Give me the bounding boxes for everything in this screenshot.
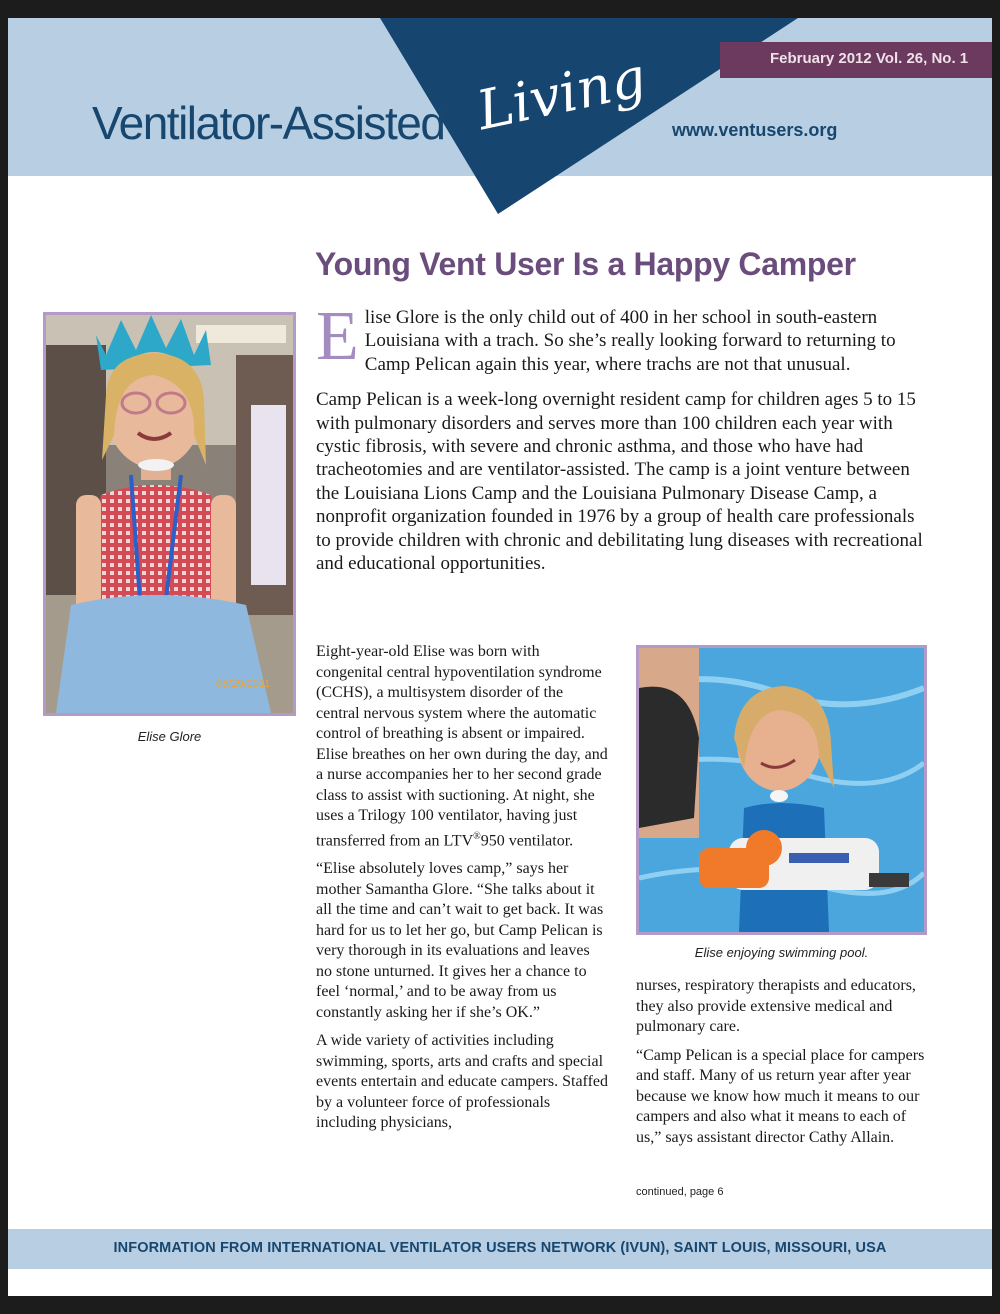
newsletter-page: [8, 18, 992, 1296]
photo-date-stamp: 05/29/2011: [216, 678, 271, 690]
paragraph-3: [316, 642, 608, 851]
paragraph-7: “Camp Pelican is a special place for campers and staff. Many of us return year after year because we know how much it means to our campers and also what it means to each of us,” says assistant director Cathy Allain.: [636, 1046, 925, 1146]
continued-note: continued, page 6: [636, 1186, 724, 1198]
drop-cap: E: [316, 298, 359, 375]
intro-paragraph-1: [316, 298, 930, 376]
article-headline: Young Vent User Is a Happy Camper: [315, 246, 856, 282]
article-column-2: [636, 976, 928, 1156]
paragraph-5: A wide variety of activities including swimming, sports, arts and crafts and special events entertain and educate campers. Staffed by a volunteer force of professionals including physicians,: [316, 1032, 609, 1132]
article-column-1: [316, 642, 608, 1142]
photo2-caption: Elise enjoying swimming pool.: [694, 945, 869, 960]
article-intro: [316, 298, 930, 587]
masthead-url[interactable]: www.ventusers.org: [672, 120, 838, 140]
paragraph-4: “Elise absolutely loves camp,” says her mother Samantha Glore. “She talks about it all the time and can’t wait to get back. It was hard for us to let her go, but Camp Pelican is very thorough in its evaluations and leaves no stone unturned. It gives her a chance to feel ‘normal,’ and to be away from us constantly asking her if she’s OK.”: [316, 860, 604, 1021]
photo1-caption: Elise Glore: [137, 729, 202, 744]
intro-paragraph-1-text: lise Glore is the only child out of 400 in her school in south-eastern Louisiana with a trach. So she’s really looking forward to returning to Camp Pelican again this year, where trachs are not that unusual.: [364, 307, 896, 375]
registered-mark: ®: [473, 830, 481, 842]
photo-elise-glore-image: [46, 315, 293, 713]
intro-paragraph-2: Camp Pelican is a week-long overnight resident camp for children ages 5 to 15 with pulmonary disorders and serves more than 100 children each year with cystic fibrosis, with severe and chronic asthma, and those who have had tracheotomies and are ventilator-assisted. The camp is a joint venture between the Louisiana Lions Camp and the Louisiana Pulmonary Disease Camp, a nonprofit organization founded in 1976 by a group of health care professionals to provide children with chronic and debilitating lung diseases with recreational and educational opportunities.: [316, 389, 923, 575]
issue-date: February 2012 Vol. 26, No. 1: [770, 50, 969, 67]
paragraph-6: nurses, respiratory therapists and educators, they also provide extensive medical and pulmonary care.: [636, 977, 916, 1035]
photo-elise-glore: [43, 312, 296, 716]
photo-swimming-pool-image: [639, 648, 924, 932]
paragraph-3-text: Eight-year-old Elise was born with congenital central hypoventilation syndrome (CCHS), a multisystem disorder of the central nervous system where the automatic control of breathing is absent or impaired. Elise breathes on her own during the day, and a nurse accompanies her to her second grade class to assist with suctioning. At night, she uses a Trilogy 100 ventilator, having just transferred from an LTV: [316, 643, 608, 849]
masthead-living-script: Living: [471, 45, 652, 143]
paragraph-3-tail: 950 ventilator.: [480, 831, 574, 849]
masthead-title: Ventilator-Assisted: [92, 97, 445, 149]
photo-swimming-pool: [636, 645, 927, 935]
footer-text: INFORMATION FROM INTERNATIONAL VENTILATOR USERS NETWORK (IVUN), SAINT LOUIS, MISSOURI, USA: [113, 1240, 887, 1256]
